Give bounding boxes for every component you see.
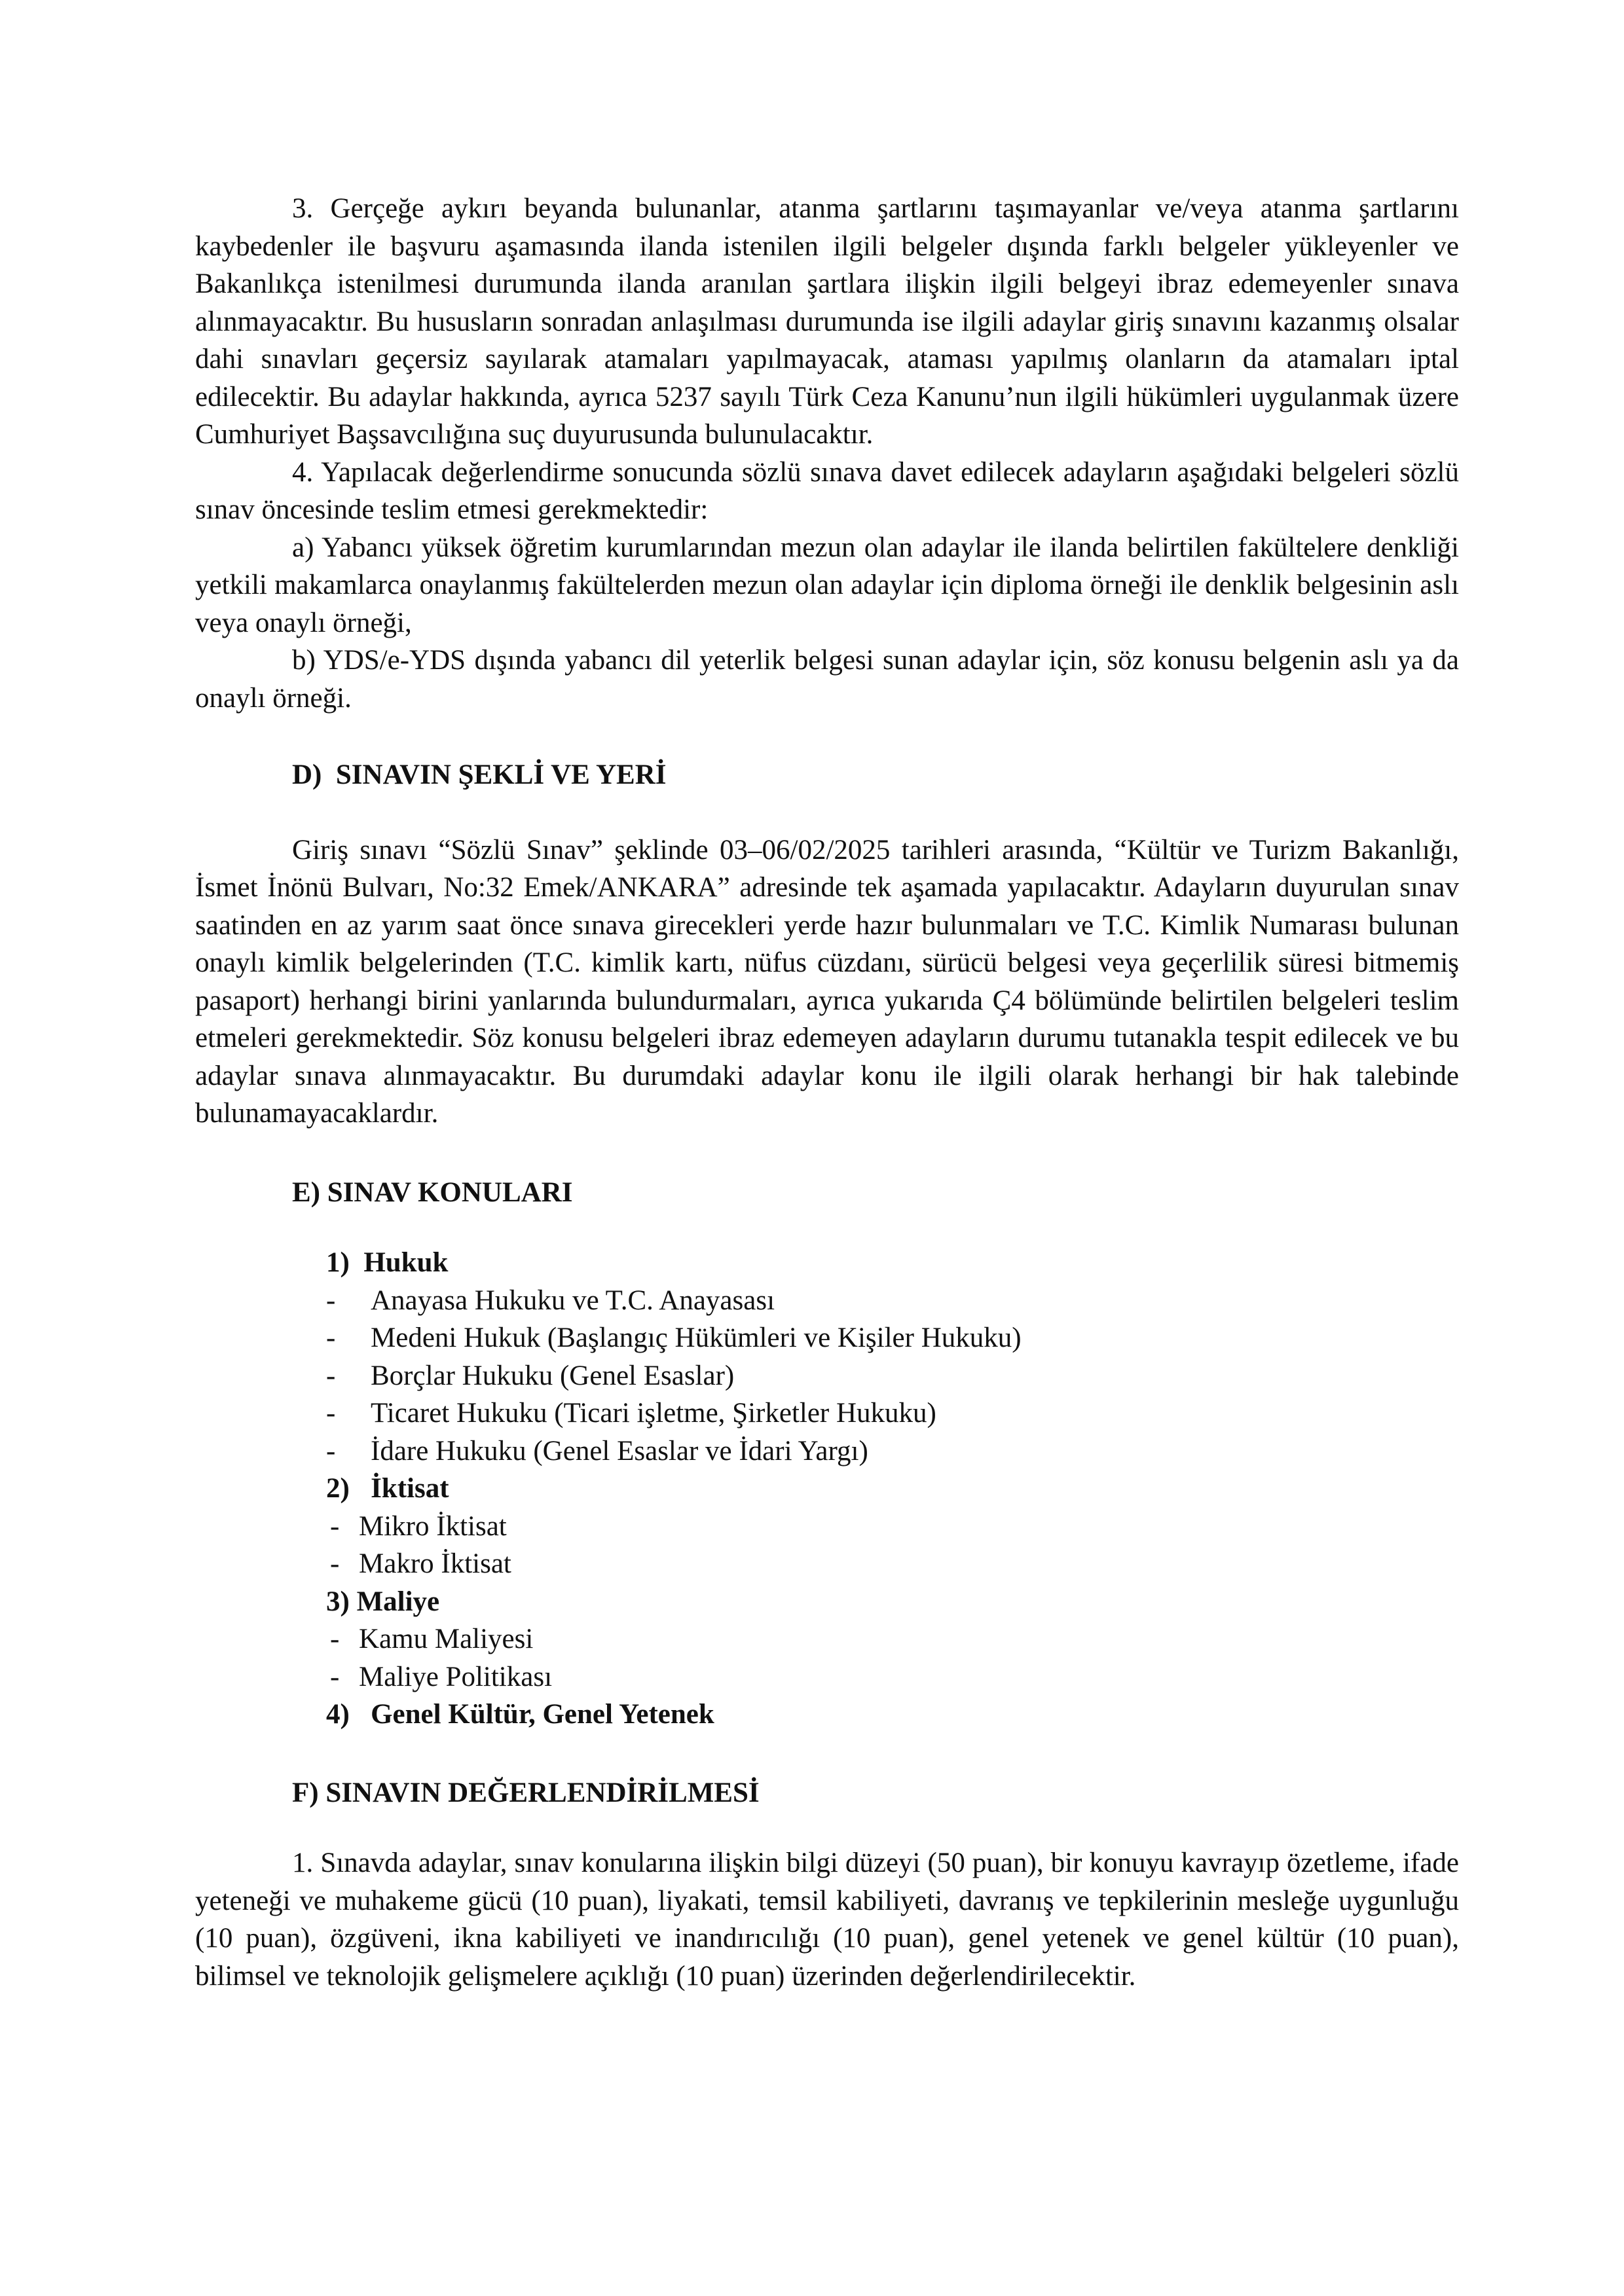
topic-item-text: Ticaret Hukuku (Ticari işletme, Şirketler Hukuku) — [371, 1398, 936, 1429]
topic-group-title: 2) İktisat — [326, 1473, 449, 1504]
dash-bullet: - — [330, 1510, 340, 1542]
paragraph-4b: b) YDS/e-YDS dışında yabancı dil yeterlik belgesi sunan adaylar için, söz konusu belgenin aslı ya da onaylı örneği. — [195, 645, 1459, 714]
dash-bullet: - — [326, 1322, 336, 1353]
topic-item — [326, 1282, 1459, 1320]
topic-item — [326, 1508, 1459, 1546]
topic-item — [326, 1357, 1459, 1395]
topic-item-text: Makro İktisat — [359, 1548, 511, 1579]
paragraph-4a: a) Yabancı yüksek öğretim kurumlarından mezun olan adaylar ile ilanda belirtilen fakültelere denkliği yetkili makamlarca onaylanmış fakültelerden mezun olan adaylar için diploma örneği ile denklik belgesinin aslı veya onaylı örneği, — [195, 532, 1459, 638]
section-d-body: Giriş sınavı “Sözlü Sınav” şeklinde 03–06/02/2025 tarihleri arasında, “Kültür ve Turizm Bakanlığı, İsmet İnönü Bulvarı, No:32 Emek/ANKARA” adresinde tek aşamada yapılacaktır. Adayların duyurulan sınav saatinden en az yarım saat önce sınava girecekleri yerde hazır bulunmaları ve T.C. Kimlik Numarası bulunan onaylı kimlik belgelerinden (T.C. kimlik kartı, nüfus cüzdanı, sürücü belgesi veya geçerlilik süresi bitmemiş pasaport) herhangi birini yanlarında bulundurmaları, ayrıca yukarıda Ç4 bölümünde belirtilen belgeleri teslim etmeleri gerekmektedir. Söz konusu belgeleri ibraz edemeyen adayların durumu tutanakla tespit edilecek ve bu adaylar sınava alınmayacaktır. Bu durumdaki adaylar konu ile ilgili olarak herhangi bir hak talebinde bulunamayacaklardır. — [195, 834, 1459, 1129]
dash-bullet: - — [330, 1548, 340, 1579]
dash-bullet: - — [326, 1285, 336, 1316]
topic-item — [326, 1545, 1459, 1583]
topic-group-genel-kultur — [326, 1696, 1459, 1734]
section-f-body: 1. Sınavda adaylar, sınav konularına ilişkin bilgi düzeyi (50 puan), bir konuyu kavrayıp özetleme, ifade yeteneği ve muhakeme gücü (10 puan), liyakati, temsil kabiliyeti, davranış ve tepkilerinin mesleğe uygunluğu (10 puan), özgüveni, ikna kabiliyeti ve inandırıcılığı (10 puan), genel yetenek ve genel kültür (10 puan), bilimsel ve teknolojik gelişmelere açıklığı (10 puan) üzerinden değerlendirilecektir. — [195, 1848, 1459, 1992]
section-f-heading: F) SINAVIN DEĞERLENDİRİLMESİ — [292, 1777, 760, 1808]
paragraph-3: 3. Gerçeğe aykırı beyanda bulunanlar, atanma şartlarını taşımayanlar ve/veya atanma şartlarını kaybedenler ile başvuru aşamasında ilanda istenilen ilgili belgeler dışında farklı belgeler yükleyenler ve Bakanlıkça istenilmesi durumunda ilanda aranılan şartlara ilişkin ilgili belgeyi ibraz edemeyenler sınava alınmayacaktır. Bu hususların sonradan anlaşılması durumunda ise ilgili adaylar giriş sınavını kazanmış olsalar dahi sınavları geçersiz sayılarak atamaları yapılmayacak, ataması yapılmış olanların da atamaları iptal edilecektir. Bu adaylar hakkında, ayrıca 5237 sayılı Türk Ceza Kanunu’nun ilgili hükümleri uygulanmak üzere Cumhuriyet Başsavcılığına suç duyurusunda bulunulacaktır. — [195, 193, 1459, 450]
topic-item-text: Mikro İktisat — [359, 1510, 507, 1542]
dash-bullet: - — [330, 1624, 340, 1654]
topic-item — [326, 1394, 1459, 1432]
paragraph-4: 4. Yapılacak değerlendirme sonucunda sözlü sınava davet edilecek adayların aşağıdaki belgeleri sözlü sınav öncesinde teslim etmesi gerekmektedir: — [195, 456, 1459, 525]
topic-item — [326, 1620, 1459, 1658]
topic-item-text: Medeni Hukuk (Başlangıç Hükümleri ve Kişiler Hukuku) — [371, 1322, 1022, 1353]
dash-bullet: - — [330, 1661, 340, 1692]
topic-item-text: Anayasa Hukuku ve T.C. Anayasası — [371, 1285, 775, 1316]
section-e-heading: E) SINAV KONULARI — [292, 1176, 573, 1208]
section-d-heading: D) SINAVIN ŞEKLİ VE YERİ — [292, 759, 667, 790]
topic-item-text: Borçlar Hukuku (Genel Esaslar) — [371, 1360, 735, 1391]
topic-item-text: İdare Hukuku (Genel Esaslar ve İdari Yargı) — [371, 1435, 868, 1467]
topic-group-title: 4) Genel Kültür, Genel Yetenek — [326, 1699, 714, 1730]
topic-group-title: 3) Maliye — [326, 1586, 440, 1617]
exam-topics-list — [326, 1244, 1459, 1734]
dash-bullet: - — [326, 1435, 336, 1467]
dash-bullet: - — [326, 1360, 336, 1391]
topic-item-text: Maliye Politikası — [359, 1661, 553, 1692]
topic-group-iktisat — [326, 1470, 1459, 1583]
topic-item-text: Kamu Maliyesi — [359, 1624, 534, 1654]
topic-item — [326, 1658, 1459, 1696]
topic-item — [326, 1432, 1459, 1470]
topic-group-maliye — [326, 1583, 1459, 1696]
topic-group-title: 1) Hukuk — [326, 1247, 449, 1278]
dash-bullet: - — [326, 1398, 336, 1429]
document-page — [195, 190, 1459, 1995]
topic-item — [326, 1319, 1459, 1357]
topic-group-hukuk — [326, 1244, 1459, 1470]
